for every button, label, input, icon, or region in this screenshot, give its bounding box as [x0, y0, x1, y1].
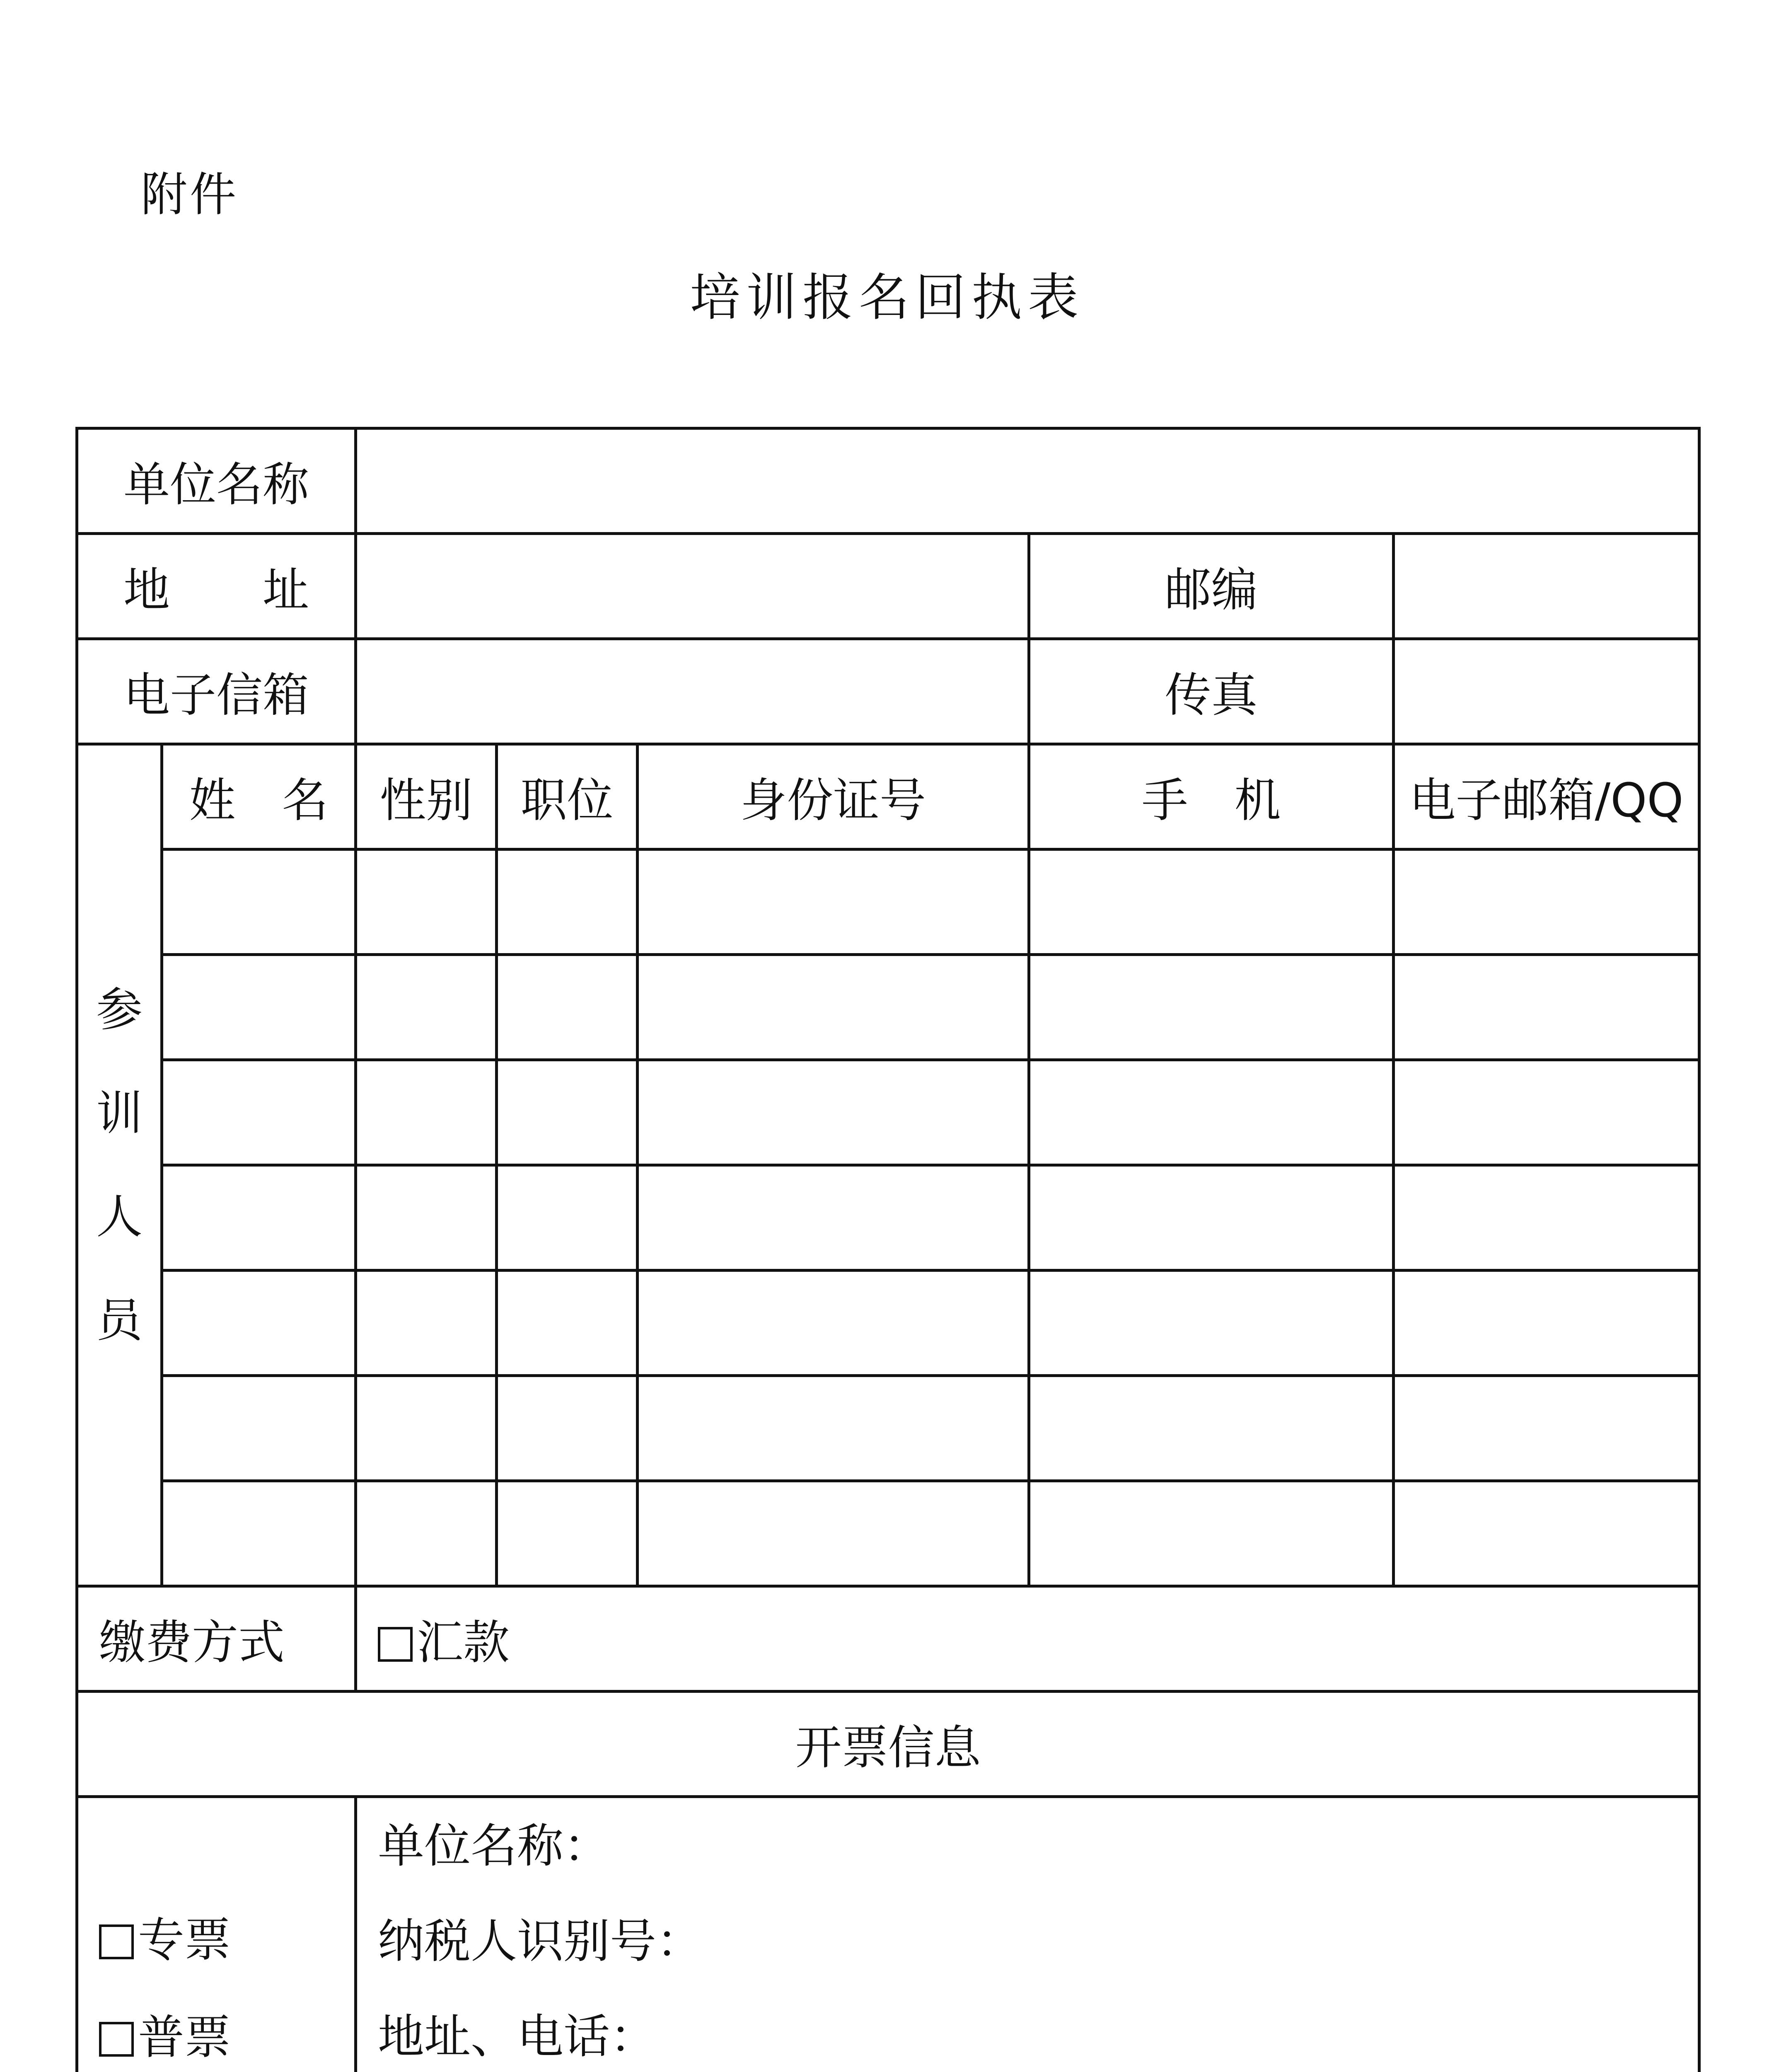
cell[interactable] [356, 1271, 497, 1376]
address-field[interactable] [356, 534, 1029, 639]
cell[interactable] [356, 1481, 497, 1586]
side-char-1: 参 [96, 983, 143, 1037]
participant-row [77, 1060, 1699, 1165]
ordinary-invoice-option [99, 1989, 354, 2072]
cell[interactable] [162, 1060, 356, 1165]
cell[interactable] [497, 1271, 638, 1376]
header-name: 姓 名 [162, 744, 356, 850]
cell[interactable] [497, 1060, 638, 1165]
ordinary-invoice-label: 普票 [138, 2011, 231, 2065]
postcode-label: 邮编 [1029, 534, 1394, 639]
address-row [77, 534, 1699, 639]
participants-header-row [77, 744, 1699, 850]
cell[interactable] [356, 850, 497, 955]
invoice-address-phone: 地址、电话： [378, 2010, 656, 2064]
participant-row [77, 1376, 1699, 1481]
cell[interactable] [638, 1481, 1029, 1586]
cell[interactable] [1394, 1060, 1699, 1165]
cell[interactable] [1394, 1271, 1699, 1376]
unit-name-label: 单位名称 [77, 428, 356, 534]
email-fax-row [77, 639, 1699, 744]
participant-row [77, 850, 1699, 955]
cell[interactable] [1394, 1165, 1699, 1271]
fax-field[interactable] [1394, 639, 1699, 744]
cell[interactable] [638, 1165, 1029, 1271]
side-char-3: 人 [96, 1190, 143, 1244]
invoice-details-row [77, 1797, 1699, 2072]
cell[interactable] [497, 850, 638, 955]
cell[interactable] [1029, 1271, 1394, 1376]
cell[interactable] [1029, 955, 1394, 1060]
participants-side-label [77, 744, 162, 1586]
cell[interactable] [497, 955, 638, 1060]
cell[interactable] [638, 1060, 1029, 1165]
participant-row [77, 1271, 1699, 1376]
cell[interactable] [1029, 1060, 1394, 1165]
invoice-type-cell [77, 1797, 356, 2072]
cell[interactable] [356, 1165, 497, 1271]
unit-name-row [77, 428, 1699, 534]
participant-row [77, 1481, 1699, 1586]
attachment-label: 附件 [141, 168, 239, 222]
cell[interactable] [1394, 1376, 1699, 1481]
header-email-qq: 电子邮箱/QQ [1394, 744, 1699, 850]
invoice-fields-cell [356, 1797, 1699, 2072]
cell[interactable] [638, 850, 1029, 955]
address-label: 地 址 [77, 534, 356, 639]
cell[interactable] [1394, 850, 1699, 955]
header-gender: 性别 [356, 744, 497, 850]
invoice-unit-name: 单位名称： [378, 1819, 610, 1873]
cell[interactable] [162, 1376, 356, 1481]
participant-row [77, 955, 1699, 1060]
email-label: 电子信箱 [77, 639, 356, 744]
cell[interactable] [1029, 850, 1394, 955]
cell[interactable] [1029, 1165, 1394, 1271]
side-char-2: 训 [96, 1086, 143, 1140]
registration-form-table [75, 427, 1701, 2072]
cell[interactable] [356, 1060, 497, 1165]
cell[interactable] [1029, 1376, 1394, 1481]
payment-row [77, 1586, 1699, 1692]
fax-label: 传真 [1029, 639, 1394, 744]
cell[interactable] [162, 1271, 356, 1376]
cell[interactable] [356, 955, 497, 1060]
cell[interactable] [497, 1165, 638, 1271]
postcode-field[interactable] [1394, 534, 1699, 639]
cell[interactable] [356, 1376, 497, 1481]
special-invoice-label: 专票 [138, 1913, 231, 1967]
email-field[interactable] [356, 639, 1029, 744]
form-title: 培训报名回执表 [690, 268, 1084, 327]
cell[interactable] [162, 850, 356, 955]
cell[interactable] [638, 955, 1029, 1060]
unit-name-field[interactable] [356, 428, 1699, 534]
cell[interactable] [1394, 1481, 1699, 1586]
special-invoice-checkbox[interactable] [99, 1924, 134, 1959]
invoice-taxpayer-id: 纳税人识别号： [378, 1915, 703, 1968]
cell[interactable] [1029, 1481, 1394, 1586]
cell[interactable] [497, 1481, 638, 1586]
cell[interactable] [638, 1271, 1029, 1376]
special-invoice-option [99, 1892, 354, 1989]
cell[interactable] [162, 1481, 356, 1586]
cell[interactable] [638, 1376, 1029, 1481]
payment-label: 缴费方式 [77, 1586, 356, 1692]
payment-options [356, 1586, 1699, 1692]
side-char-4: 员 [96, 1293, 143, 1348]
cell[interactable] [162, 1165, 356, 1271]
invoice-header: 开票信息 [77, 1692, 1699, 1797]
remittance-label: 汇款 [417, 1616, 510, 1670]
cell[interactable] [162, 955, 356, 1060]
header-position: 职位 [497, 744, 638, 850]
cell[interactable] [497, 1376, 638, 1481]
remittance-checkbox[interactable] [378, 1627, 413, 1662]
participant-row [77, 1165, 1699, 1271]
ordinary-invoice-checkbox[interactable] [99, 2022, 134, 2057]
header-mobile: 手 机 [1029, 744, 1394, 850]
cell[interactable] [1394, 955, 1699, 1060]
invoice-header-row [77, 1692, 1699, 1797]
header-id-number: 身份证号 [638, 744, 1029, 850]
